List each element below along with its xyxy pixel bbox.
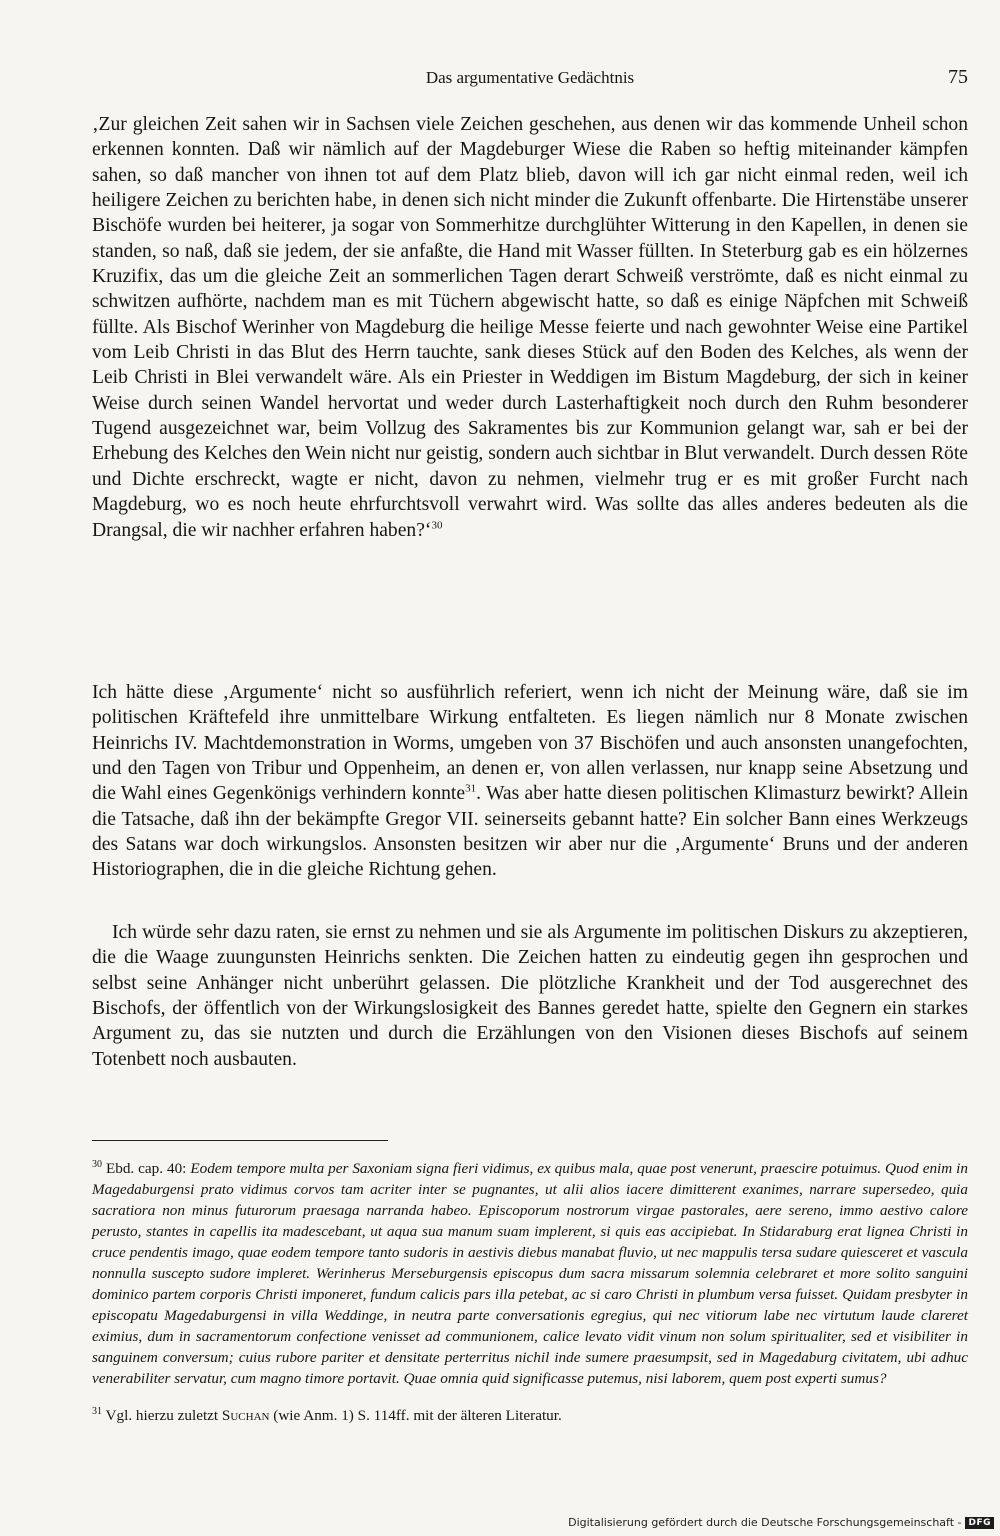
- footnote-latin-text: Eodem tempore multa per Saxoniam signa fieri vidimus, ex quibus mala, quae post venerunt, praescire potuimus. Quod enim in Magedaburgensi prato vidimus corvos tam acriter inter se pugnantes, ut alii alios iacere dimitterent exanimes, narrare supersedeo, quia sacratiora non minus futurorum praesaga narranda habeo. Episcoporum nostrorum virgae pastorales, aere sereno, immo aestivo calore perusto, stantes in capellis ita madescebant, ut aqua sua manum suam implerent, si quis eas accipiebat. In Stidaraburg erat lignea Christi in cruce pendentis imago, quae eodem tempore tanto sudoris in aestivis diebus manabat fluvio, ut nec mappulis tersa sudare quiesceret et vascula nonnulla suscepto sudore impleret. Werinherus Merseburgensis episcopus dum sacra missarum solemnia celebraret et more solito sanguini dominico partem corporis Christi imponeret, fundum calicis pars illa petebat, ac si caro Christi in plumbum versa fuisset. Quidam presbyter in episcopatu Magedaburgensi in villa Weddinge, in neutra parte conversationis egregius, qui nec vitiorum labe nec virtutum laude clareret eximius, dum in sacramentorum confectione venisset ad communionem, calice levato vidit vinum non solum spiritualiter, sed et visibiliter in sanguinem conversum; cuius rubore pariter et densitate perterritus nichil inde sumere praesumpsit, sed in Magedaburg civitatem, ubi adhuc venerabiliter servatur, cum magno timore portavit. Quae omnia quid significasse putemus, nisi laborem, quem post experti sumus?: [92, 1160, 968, 1387]
- footnote-ref-30[interactable]: 30: [431, 518, 443, 531]
- footnote-ref-31[interactable]: 31: [465, 782, 477, 795]
- digitization-text: Digitalisierung gefördert durch die Deutsche Forschungsgemeinschaft -: [568, 1516, 962, 1529]
- footnote-number: 30: [92, 1158, 102, 1170]
- footnote-30: [92, 1158, 968, 1389]
- paragraph-text: Ich hätte diese ‚Argumente‘ nicht so ausführlich referiert, wenn ich nicht der Meinung wäre, daß sie im politischen Kräftefeld ihre unmittelbare Wirkung entfalteten. Es liegen nämlich nur 8 Monate zwischen Heinrichs IV. Machtdemonstration in Worms, umgeben von 37 Bischöfen und auch ansonsten unangefochten, und den Tagen von Tribur und Oppenheim, an denen er, von allen verlassen, nur knapp seine Absetzung und die Wahl eines Gegenkönigs verhindern konnte: [92, 682, 968, 805]
- quote-text: ‚Zur gleichen Zeit sahen wir in Sachsen viele Zeichen geschehen, aus denen wir das kommende Unheil schon erkennen konnten. Daß wir nämlich auf der Magdeburger Wiese die Raben so heftig miteinander kämpfen sahen, so daß mancher von ihnen tot auf dem Platz blieb, davon will ich gar nicht einmal reden, weil ich heiligere Zeichen zu berichten habe, in denen sich nicht minder die Zukunft offenbarte. Die Hirtenstäbe unserer Bischöfe wurden bei heiterer, ja sogar von Sommerhitze durchglühter Witterung in den Kapellen, in denen sie standen, so naß, daß sie jedem, der sie anfaßte, die Hand mit Wasser füllten. In Steterburg gab es ein hölzernes Kruzifix, das um die gleiche Zeit an sommerlichen Tagen derart Schweiß verströmte, daß es nicht einmal zu schwitzen aufhörte, nachdem man es mit Tüchern abgewischt hatte, so daß es einige Näpfchen mit Schweiß füllte. Als Bischof Werinher von Magdeburg die heilige Messe feierte und nach gewohnter Weise eine Partikel vom Leib Christi in das Blut des Herrn tauchte, sank dieses Stück auf den Boden des Kelches, als wenn der Leib Christi in Blei verwandelt wäre. Als ein Priester in Weddigen im Bistum Magdeburg, der sich in keiner Weise durch seinen Wandel hervortat und weder durch Lasterhaftigkeit noch durch den Ruhm besonderer Tugend ausgezeichnet war, beim Vollzug des Sakramentes bis zur Kommunion gelangt war, sah er bei der Erhebung des Kelches den Wein nicht nur geistig, sondern auch sichtbar in Blut verwandelt. Durch dessen Röte und Dichte erschreckt, wagte er nicht, davon zu nehmen, vielmehr trug er es mit großer Furcht nach Magdeburg, wo es noch heute ehrfurchtsvoll verwahrt wird. Was sollte das alles anderes bedeuten als die Drangsal, die wir nachher erfahren haben?‘: [92, 114, 968, 541]
- digitization-notice: [568, 1516, 994, 1529]
- page-header: [92, 64, 968, 92]
- footnote-divider: [92, 1140, 388, 1141]
- footnote-number: 31: [92, 1405, 102, 1417]
- footnote-text: (wie Anm. 1) S. 114ff. mit der älteren Literatur.: [269, 1407, 562, 1424]
- body-paragraph-1: [92, 680, 968, 883]
- footnote-31: [92, 1405, 968, 1426]
- body-paragraph-2: Ich würde sehr dazu raten, sie ernst zu nehmen und sie als Argumente im politischen Diskurs zu akzeptieren, die die Waage zuungunsten Heinrichs senkten. Die Zeichen hatten zu eindeutig gegen ihn gesprochen und selbst seine Anhänger nicht unberührt gelassen. Die plötzliche Krankheit und der Tod ausgerechnet des Bischofs, der öffentlich von der Wirkungslosigkeit des Bannes geredet hatte, spielte den Gegnern ein starkes Argument zu, das sie nutzten und durch die Erzählungen von den Visionen dieses Bischofs auf seinem Totenbett noch ausbauten.: [92, 922, 968, 1070]
- quoted-passage: [92, 112, 968, 543]
- dfg-logo-icon: DFG: [965, 1517, 994, 1529]
- running-head: Das argumentative Gedächtnis: [425, 68, 635, 87]
- footnote-author: Suchan: [221, 1407, 270, 1424]
- footnote-reference: Ebd. cap. 40:: [105, 1160, 191, 1177]
- page-number: 75: [948, 66, 968, 88]
- footnote-text: Vgl. hierzu zuletzt: [105, 1407, 222, 1424]
- paragraph-text: . Was aber hatte diesen politischen Klimasturz bewirkt? Allein die Tatsache, daß ihn der bekämpfte Gregor VII. seinerseits gebannt hatte? Ein solcher Bann eines Werkzeugs des Satans war doch wirkungslos. Ansonsten besitzen wir aber nur die ‚Argumente‘ Bruns und der anderen Historiographen, die in die gleiche Richtung gehen.: [92, 783, 968, 881]
